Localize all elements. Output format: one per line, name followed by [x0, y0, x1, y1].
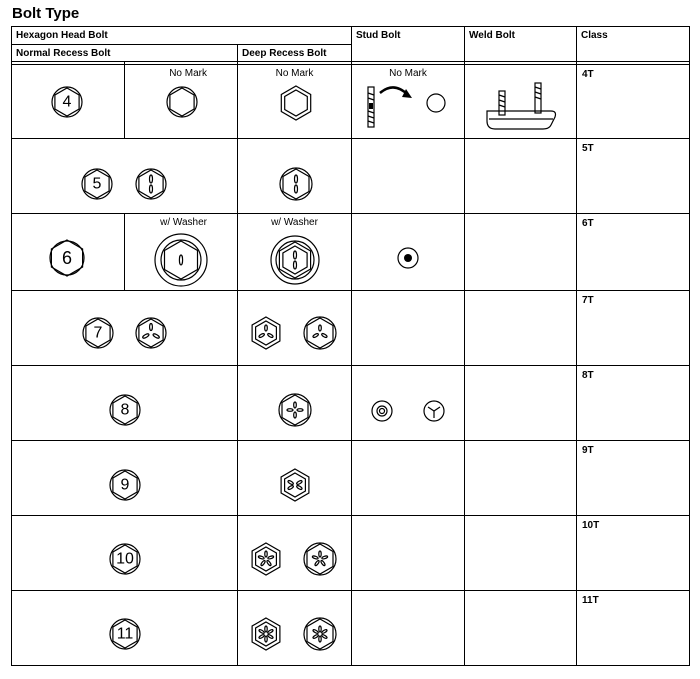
stud-bolt-dot-mark-icon [396, 246, 420, 270]
normal-recess-cell [12, 366, 238, 441]
header-normal-recess-bolt: Normal Recess Bolt [12, 45, 238, 62]
weld-bolt-cell [465, 291, 577, 366]
header-stud-bolt: Stud Bolt [352, 27, 465, 62]
hex-head-bolt-icon [50, 85, 84, 119]
header-weld-bolt: Weld Bolt [465, 27, 577, 62]
normal-recess-cell [12, 214, 125, 291]
hex-head-bolt-icon [80, 167, 114, 201]
class-cell: 7T [577, 291, 690, 366]
hex-head-bolt-icon [108, 542, 142, 576]
header-hexagon-head-bolt: Hexagon Head Bolt [12, 27, 352, 45]
deep-recess-cell [238, 441, 352, 516]
with-washer-label: w/ Washer [271, 217, 318, 228]
table-row [12, 441, 690, 516]
normal-recess-cell [12, 65, 125, 139]
class-cell: 10T [577, 516, 690, 591]
deep-recess-bolt-mark-icon [277, 392, 313, 428]
head-mark-number: 5 [92, 175, 102, 193]
class-cell: 4T [577, 65, 690, 139]
normal-recess-cell [12, 291, 238, 366]
weld-bolt-cell [465, 65, 577, 139]
stud-bolt-cell [352, 65, 465, 139]
no-mark-label: No Mark [389, 68, 427, 79]
weld-bolt-cell [465, 441, 577, 516]
deep-recess-bolt-mark-icon [302, 315, 338, 351]
head-mark-number: 11 [116, 625, 134, 643]
table-row [12, 591, 690, 666]
deep-recess-bolt-mark-icon [302, 541, 338, 577]
normal-recess-cell [12, 139, 238, 214]
no-mark-label: No Mark [275, 68, 314, 79]
hex-head-bolt-icon [108, 393, 142, 427]
hex-head-bolt-icon [108, 468, 142, 502]
weld-bolt-cell [465, 591, 577, 666]
table-row [12, 214, 690, 291]
stud-bolt-cell [352, 291, 465, 366]
deep-recess-cell [238, 591, 352, 666]
normal-recess-washer-cell [125, 214, 238, 291]
with-washer-label: w/ Washer [160, 217, 207, 228]
deep-recess-cell [238, 65, 352, 139]
weld-bolt-icon [481, 81, 561, 135]
table-row [12, 366, 690, 441]
deep-recess-bolt-mark-icon [302, 616, 338, 652]
deep-recess-cell [238, 291, 352, 366]
head-mark-number: 10 [116, 550, 134, 568]
hex-head-bolt-icon [81, 316, 115, 350]
table-row [12, 139, 690, 214]
bolt-type-table [11, 26, 690, 666]
deep-recess-bolt-mark-icon [248, 315, 284, 351]
table-row [12, 291, 690, 366]
stud-bolt-cell [352, 516, 465, 591]
deep-recess-bolt-icon [277, 84, 315, 122]
deep-recess-cell [238, 366, 352, 441]
stud-bolt-cell [352, 441, 465, 516]
stud-bolt-y-mark-icon [422, 399, 446, 423]
deep-recess-bolt-washer-icon [269, 234, 321, 286]
header-deep-recess-bolt: Deep Recess Bolt [238, 45, 352, 62]
table-row [12, 516, 690, 591]
stud-bolt-icon [364, 83, 454, 133]
class-cell: 6T [577, 214, 690, 291]
normal-recess-cell [12, 591, 238, 666]
hex-head-bolt-washer-icon [153, 232, 209, 288]
weld-bolt-cell [465, 139, 577, 214]
weld-bolt-cell [465, 516, 577, 591]
hex-head-bolt-mark-icon [134, 316, 168, 350]
head-mark-number: 6 [61, 248, 73, 268]
normal-recess-cell [12, 516, 238, 591]
deep-recess-cell [238, 139, 352, 214]
head-mark-number: 9 [120, 476, 130, 494]
table-row [12, 65, 690, 139]
stud-bolt-cell [352, 366, 465, 441]
deep-recess-bolt-mark-icon [277, 467, 313, 503]
page-title: Bolt Type [12, 5, 80, 22]
stud-bolt-ring-mark-icon [370, 399, 394, 423]
stud-bolt-cell [352, 591, 465, 666]
hex-head-bolt-icon [108, 617, 142, 651]
weld-bolt-cell [465, 366, 577, 441]
head-mark-number: 7 [93, 324, 103, 342]
hex-head-bolt-icon [47, 238, 87, 278]
head-mark-number: 8 [120, 401, 130, 419]
class-cell: 8T [577, 366, 690, 441]
stud-bolt-cell [352, 139, 465, 214]
weld-bolt-cell [465, 214, 577, 291]
header-class: Class [577, 27, 690, 62]
stud-bolt-cell [352, 214, 465, 291]
deep-recess-cell [238, 516, 352, 591]
normal-recess-no-mark-cell [125, 65, 238, 139]
hex-head-bolt-no-mark-icon [165, 85, 199, 119]
deep-recess-bolt-mark-icon [248, 616, 284, 652]
head-mark-number: 4 [62, 93, 72, 111]
no-mark-label: No Mark [169, 68, 207, 79]
normal-recess-cell [12, 441, 238, 516]
hex-head-bolt-mark-icon [134, 167, 168, 201]
class-cell: 9T [577, 441, 690, 516]
class-cell: 11T [577, 591, 690, 666]
deep-recess-bolt-mark-icon [248, 541, 284, 577]
class-cell: 5T [577, 139, 690, 214]
deep-recess-bolt-mark-icon [278, 166, 314, 202]
deep-recess-washer-cell [238, 214, 352, 291]
